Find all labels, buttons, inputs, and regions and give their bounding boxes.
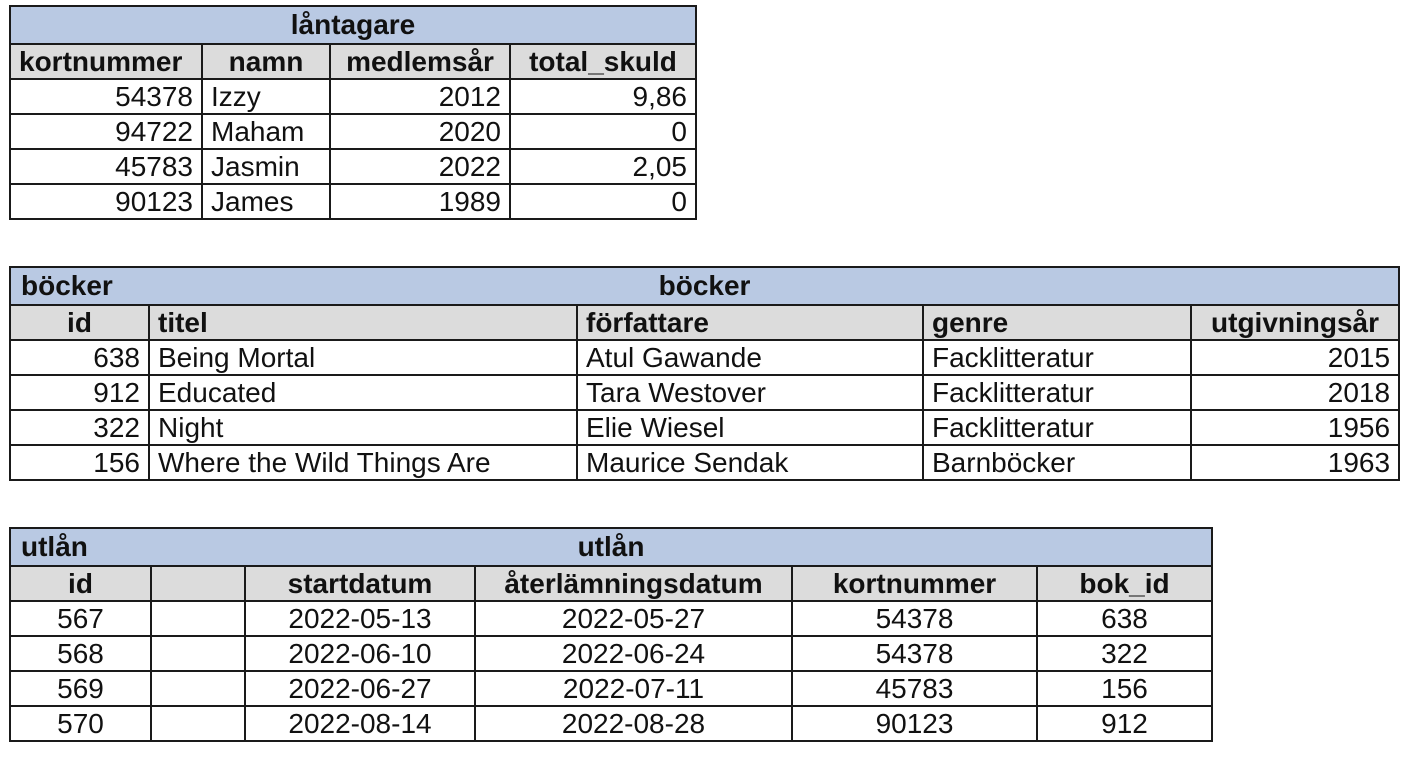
table-cell: 1989 — [330, 184, 510, 219]
table-cell — [151, 671, 245, 706]
table-cell: 638 — [1037, 601, 1212, 636]
table-cell: Facklitteratur — [923, 340, 1191, 375]
table-title-left: utlån — [21, 531, 88, 562]
table-cell: 1956 — [1191, 410, 1399, 445]
table-cell: Izzy — [202, 79, 330, 114]
table-row — [10, 601, 1212, 636]
table-cell: 2015 — [1191, 340, 1399, 375]
table-cell: 9,86 — [510, 79, 696, 114]
table-cell: 2012 — [330, 79, 510, 114]
table-cell: 568 — [10, 636, 151, 671]
table-title: utlån — [577, 531, 645, 562]
table-cell: 2022 — [330, 149, 510, 184]
table-cell: 2022-07-11 — [475, 671, 792, 706]
column-header-kortnummer: kortnummer — [10, 44, 202, 79]
column-header-id: id — [10, 566, 151, 601]
table-cell: Elie Wiesel — [577, 410, 923, 445]
table-cell: Facklitteratur — [923, 410, 1191, 445]
table-cell: 2022-05-13 — [245, 601, 475, 636]
table-cell: 0 — [510, 184, 696, 219]
table-cell: 567 — [10, 601, 151, 636]
table-cell: 2022-05-27 — [475, 601, 792, 636]
table-row — [10, 184, 696, 219]
table-title-row — [10, 267, 1399, 305]
column-header-startdatum: startdatum — [245, 566, 475, 601]
table-cell: 45783 — [10, 149, 202, 184]
column-header-total-skuld: total_skuld — [510, 44, 696, 79]
table-cell: 912 — [1037, 706, 1212, 741]
table-cell: 2022-06-27 — [245, 671, 475, 706]
table-title-cell — [10, 267, 1399, 305]
table-title: låntagare — [10, 6, 696, 44]
utlan-table — [9, 527, 1213, 742]
table-cell: 1963 — [1191, 445, 1399, 480]
table-cell: 2018 — [1191, 375, 1399, 410]
table-cell: Where the Wild Things Are — [149, 445, 577, 480]
table-cell: Night — [149, 410, 577, 445]
table-title-row — [10, 528, 1212, 566]
table-cell — [151, 636, 245, 671]
table-cell: Barnböcker — [923, 445, 1191, 480]
table-cell: 45783 — [792, 671, 1037, 706]
header-row — [10, 305, 1399, 340]
column-header-utgivningsar: utgivningsår — [1191, 305, 1399, 340]
table-cell: 912 — [10, 375, 149, 410]
table-row — [10, 706, 1212, 741]
table-cell: 2022-06-10 — [245, 636, 475, 671]
table-cell: 90123 — [10, 184, 202, 219]
table-row — [10, 114, 696, 149]
table-cell: 322 — [10, 410, 149, 445]
table-cell: Being Mortal — [149, 340, 577, 375]
table-cell: 54378 — [792, 636, 1037, 671]
table-cell: 156 — [10, 445, 149, 480]
table-cell: 2022-08-14 — [245, 706, 475, 741]
table-row — [10, 671, 1212, 706]
table-cell: Jasmin — [202, 149, 330, 184]
table-row — [10, 410, 1399, 445]
table-row — [10, 445, 1399, 480]
table-cell: 2022-06-24 — [475, 636, 792, 671]
table-cell: 156 — [1037, 671, 1212, 706]
table-title-row — [10, 6, 696, 44]
table-cell: Educated — [149, 375, 577, 410]
table-cell — [151, 706, 245, 741]
table-cell: 322 — [1037, 636, 1212, 671]
column-header-kortnummer: kortnummer — [792, 566, 1037, 601]
table-row — [10, 149, 696, 184]
table-title: böcker — [658, 270, 751, 301]
table-cell: 54378 — [10, 79, 202, 114]
table-title-left: böcker — [21, 270, 113, 301]
bocker-table — [9, 266, 1400, 481]
table-cell: Maurice Sendak — [577, 445, 923, 480]
column-header-forfattare: författare — [577, 305, 923, 340]
column-header-aterlamningsdatum: återlämningsdatum — [475, 566, 792, 601]
table-row — [10, 340, 1399, 375]
table-cell: 2020 — [330, 114, 510, 149]
lantagare-table — [9, 5, 697, 220]
column-header-namn: namn — [202, 44, 330, 79]
table-cell: 54378 — [792, 601, 1037, 636]
table-cell: 638 — [10, 340, 149, 375]
table-cell: Facklitteratur — [923, 375, 1191, 410]
column-header-empty — [151, 566, 245, 601]
header-row — [10, 44, 696, 79]
table-cell: 90123 — [792, 706, 1037, 741]
header-row — [10, 566, 1212, 601]
table-cell: 94722 — [10, 114, 202, 149]
table-title-cell — [10, 528, 1212, 566]
column-header-medlemsar: medlemsår — [330, 44, 510, 79]
column-header-id: id — [10, 305, 149, 340]
table-row — [10, 79, 696, 114]
table-cell: Maham — [202, 114, 330, 149]
table-cell: Tara Westover — [577, 375, 923, 410]
table-row — [10, 375, 1399, 410]
table-cell: 570 — [10, 706, 151, 741]
table-cell: 2,05 — [510, 149, 696, 184]
table-cell: James — [202, 184, 330, 219]
table-cell: 0 — [510, 114, 696, 149]
table-cell — [151, 601, 245, 636]
column-header-bok-id: bok_id — [1037, 566, 1212, 601]
table-cell: 569 — [10, 671, 151, 706]
table-row — [10, 636, 1212, 671]
table-cell: 2022-08-28 — [475, 706, 792, 741]
table-cell: Atul Gawande — [577, 340, 923, 375]
column-header-titel: titel — [149, 305, 577, 340]
column-header-genre: genre — [923, 305, 1191, 340]
